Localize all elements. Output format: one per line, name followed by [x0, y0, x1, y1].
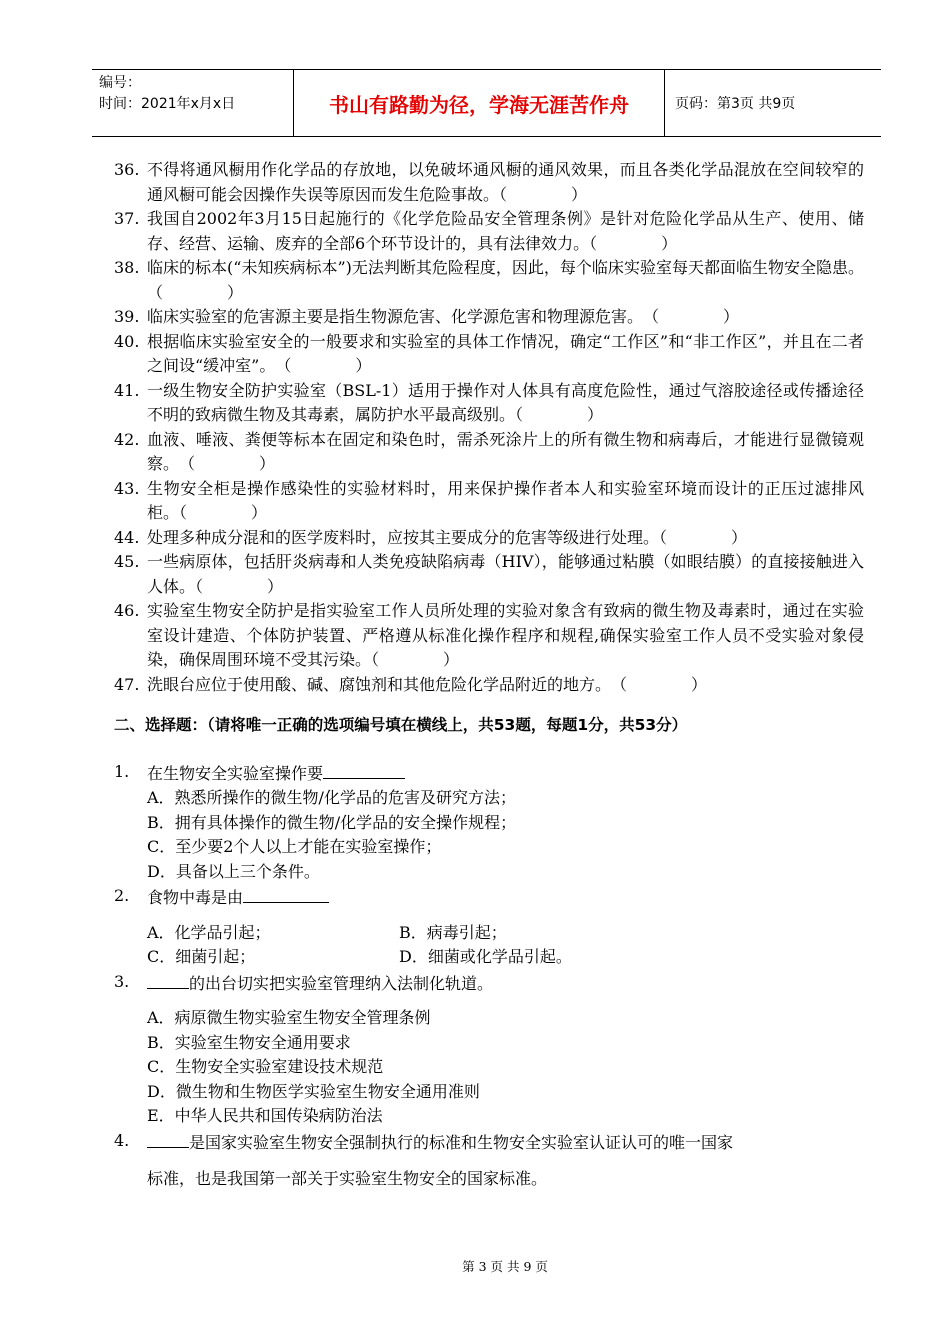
- header-time: 时间：2021年x月x日: [99, 96, 236, 112]
- question-text-continued: 标准，也是我国第一部关于实验室生物安全的国家标准。: [147, 1169, 548, 1188]
- question-text: 在生物安全实验室操作要: [147, 763, 324, 783]
- question-text: 是国家实验室生物安全强制执行的标准和生物安全实验室认证认可的唯一国家: [189, 1132, 734, 1152]
- tf-item: [114, 550, 864, 599]
- item-text: 临床实验室的危害源主要是指生物源危害、化学源危害和物理源危害。 （ ）: [147, 307, 740, 326]
- answer-blank: [243, 884, 329, 903]
- item-text: 不得将通风橱用作化学品的存放地，以免破坏通风橱的通风效果，而且各类化学品混放在空间较窄的通风橱可能会因操作失误等原因而发生危险事故。（ ）: [147, 160, 864, 204]
- tf-item: [114, 526, 864, 551]
- item-number: 39.: [114, 307, 140, 326]
- item-number: 44.: [114, 527, 140, 547]
- question-number: 3.: [114, 971, 130, 991]
- item-number: 41.: [114, 380, 140, 400]
- option: D．微生物和生物医学实验室生物安全通用准则: [147, 1081, 480, 1101]
- tf-item: [114, 207, 864, 256]
- tf-item: [114, 330, 864, 379]
- item-text: 临床的标本(“未知疾病标本”)无法判断其危险程度，因此，每个临床实验室每天都面临生物安全隐患。（ ）: [147, 258, 864, 302]
- tf-item: [114, 599, 864, 673]
- option: B．拥有具体操作的微生物/化学品的安全操作规程；: [147, 812, 517, 832]
- item-text: 一些病原体，包括肝炎病毒和人类免疫缺陷病毒（HIV），能够通过粘膜（如眼结膜）的直接接触进入人体。（ ）: [147, 552, 864, 596]
- item-text: 我国自2002年3月15日起施行的《化学危险品安全管理条例》是针对危险化学品从生产、使用、储存、经营、运输、废弃的全部6个环节设计的，具有法律效力。（ ）: [147, 209, 864, 253]
- document-body: [114, 158, 864, 1192]
- question-text: 食物中毒是由: [147, 888, 244, 907]
- tf-item: [114, 477, 864, 526]
- item-number: 46.: [114, 601, 140, 620]
- answer-blank: [147, 970, 189, 989]
- option: E．中华人民共和国传染病防治法: [147, 1106, 383, 1125]
- option: C．至少要2个人以上才能在实验室操作；: [147, 837, 442, 856]
- option: D．具备以上三个条件。: [147, 861, 320, 881]
- question-stem: [114, 970, 864, 997]
- item-number: 36.: [114, 160, 140, 179]
- header-page: 页码：第3页 共9页: [675, 96, 796, 112]
- tf-item: [114, 428, 864, 477]
- question-stem: [114, 1129, 864, 1156]
- option-row: [114, 921, 864, 946]
- header-code: 编号：: [99, 75, 141, 91]
- item-text: 处理多种成分混和的医学废料时，应按其主要成分的危害等级进行处理。（ ）: [147, 527, 748, 547]
- option: A．病原微生物实验室生物安全管理条例: [147, 1008, 431, 1027]
- answer-blank: [147, 1129, 189, 1148]
- option: B．实验室生物安全通用要求: [147, 1032, 351, 1052]
- item-text: 洗眼台应位于使用酸、碱、腐蚀剂和其他危险化学品附近的地方。 （ ）: [147, 674, 708, 694]
- tf-item: [114, 673, 864, 698]
- item-text: 实验室生物安全防护是指实验室工作人员所处理的实验对象含有致病的微生物及毒素时，通过在实验室设计建造、个体防护装置、严格遵从标准化操作程序和规程,确保实验室工作人员不受实验对象侵染，确保周围环境不受其污染。（ ）: [147, 601, 864, 669]
- option: B．病毒引起；: [399, 922, 507, 942]
- question-stem: [114, 884, 864, 911]
- page-header: [92, 69, 881, 137]
- header-motto: 书山有路勤为径，学海无涯苦作舟: [293, 70, 665, 136]
- item-text: 生物安全柜是操作感染性的实验材料时，用来保护操作者本人和实验室环境而设计的正压过滤排风柜。（ ）: [147, 478, 864, 522]
- question-number: 2.: [114, 886, 130, 905]
- option: C．生物安全实验室建设技术规范: [147, 1057, 384, 1076]
- tf-item: [114, 256, 864, 305]
- option: D．细菌或化学品引起。: [399, 947, 572, 966]
- option: A．化学品引起；: [147, 922, 271, 942]
- item-number: 40.: [114, 331, 140, 351]
- item-number: 38.: [114, 258, 140, 277]
- page-footer: 第 3 页 共 9 页: [462, 1259, 548, 1274]
- item-number: 43.: [114, 478, 140, 498]
- question-number: 4.: [114, 1130, 130, 1150]
- item-number: 47.: [114, 674, 140, 694]
- question-number: 1.: [114, 761, 130, 781]
- item-text: 血液、唾液、粪便等标本在固定和染色时，需杀死涂片上的所有微生物和病毒后，才能进行显微镜观察。 （ ）: [147, 429, 864, 473]
- tf-item: [114, 305, 864, 330]
- section-title: 二、选择题：（请将唯一正确的选项编号填在横线上，共53题，每题1分，共53分）: [114, 716, 688, 734]
- option: C．细菌引起；: [147, 947, 256, 966]
- item-text: 一级生物安全防护实验室（BSL-1）适用于操作对人体具有高度危险性，通过气溶胶途径或传播途径不明的致病微生物及其毒素，属防护水平最高级别。（ ）: [147, 380, 864, 424]
- question-stem: [114, 760, 864, 787]
- answer-blank: [323, 760, 405, 779]
- item-text: 根据临床实验室安全的一般要求和实验室的具体工作情况，确定“工作区”和“非工作区”，并且在二者之间设“缓冲室”。 （ ）: [147, 331, 864, 375]
- item-number: 45.: [114, 552, 140, 571]
- question-text: 的出台切实把实验室管理纳入法制化轨道。: [189, 973, 494, 993]
- tf-item: [114, 379, 864, 428]
- item-number: 37.: [114, 209, 140, 228]
- option-row: [114, 945, 864, 970]
- item-number: 42.: [114, 429, 140, 449]
- option: A．熟悉所操作的微生物/化学品的危害及研究方法；: [147, 788, 516, 807]
- tf-item: [114, 158, 864, 207]
- header-meta: [92, 70, 293, 136]
